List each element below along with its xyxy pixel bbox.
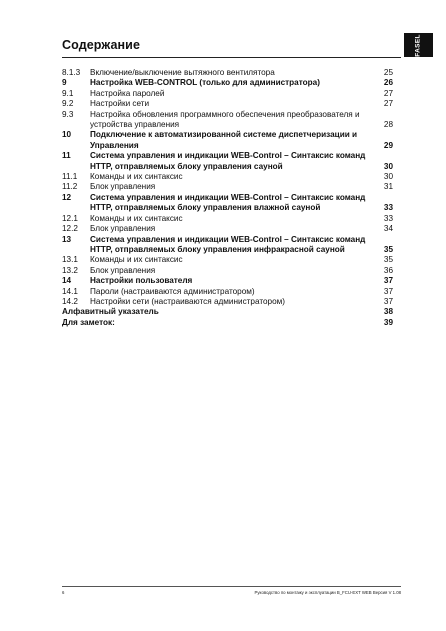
toc-entry-title: Команды и их синтаксис xyxy=(90,255,183,265)
toc-entry[interactable] xyxy=(62,214,393,224)
toc-entry-title: Настройки сети (настраиваются администратором) xyxy=(90,296,286,306)
toc-entry-page: 29 xyxy=(383,140,393,150)
toc-entry-number: 9.2 xyxy=(62,99,74,109)
toc-entry[interactable] xyxy=(62,318,393,328)
footer-page-number: 6 xyxy=(62,590,65,595)
toc-entry-number: 10 xyxy=(62,130,72,140)
toc-entry-title: 9.3 Настройка обновления программного обеспечения преобразователя и устройства управления xyxy=(62,109,360,130)
toc-entry-number: 14.2 xyxy=(62,296,78,306)
toc-entry-number: 13 xyxy=(62,234,72,244)
toc-entry-page: 27 xyxy=(383,88,393,98)
page-title: Содержание xyxy=(62,38,141,52)
toc-entry-page: 36 xyxy=(383,265,393,275)
toc-entry-page: 37 xyxy=(383,286,393,296)
toc-entry[interactable] xyxy=(62,99,393,109)
toc-entry-number: 9.1 xyxy=(62,88,74,98)
table-of-contents xyxy=(62,68,393,328)
toc-entry[interactable] xyxy=(62,287,393,297)
toc-entry-number: 11.2 xyxy=(62,182,78,192)
toc-entry[interactable] xyxy=(62,151,393,172)
toc-entry[interactable] xyxy=(62,266,393,276)
toc-entry-title: 11 Система управления и индикации WEB-Control – Синтаксис команд HTTP, отправляемых блоку управления сауной xyxy=(62,151,366,171)
toc-entry-page: 38 xyxy=(383,307,393,317)
toc-entry[interactable] xyxy=(62,307,393,317)
toc-entry-page: 34 xyxy=(383,224,393,234)
toc-entry-title: Блок управления xyxy=(90,224,156,234)
toc-entry-page: 33 xyxy=(383,203,393,213)
toc-entry-number: 11 xyxy=(62,151,71,161)
footer-rule xyxy=(62,586,401,587)
toc-entry-number: 8.1.3 xyxy=(62,68,81,77)
toc-entry-title: 10 Подключение к автоматизированной системе диспетчеризации и Управления xyxy=(62,130,358,150)
toc-entry-title: Блок управления xyxy=(90,265,156,275)
toc-entry-number: 12 xyxy=(62,192,72,202)
toc-entry-title: Настройки пользователя xyxy=(90,276,193,286)
toc-entry-title: Настройка WEB-CONTROL (только для администратора) xyxy=(90,78,320,88)
toc-entry-title: Алфавитный указатель xyxy=(62,307,159,317)
toc-entry-page: 35 xyxy=(383,255,393,265)
toc-entry[interactable] xyxy=(62,172,393,182)
toc-entry-page: 25 xyxy=(383,68,393,77)
toc-entry-page: 30 xyxy=(383,172,393,182)
toc-entry-title: 12 Система управления и индикации WEB-Control – Синтаксис команд HTTP, отправляемых блоку управления влажной сауной xyxy=(62,192,366,213)
toc-entry-page: 33 xyxy=(383,213,393,223)
toc-entry[interactable] xyxy=(62,297,393,307)
toc-entry-page: 39 xyxy=(383,317,393,327)
toc-entry-title: Для заметок: xyxy=(62,317,115,327)
toc-entry[interactable] xyxy=(62,110,393,131)
toc-entry-page: 31 xyxy=(383,182,393,192)
toc-entry-number: 12.2 xyxy=(62,224,78,234)
toc-entry-number: 13.2 xyxy=(62,265,78,275)
toc-entry[interactable] xyxy=(62,193,393,214)
toc-entry-page: 37 xyxy=(383,276,393,286)
toc-entry-number: 9 xyxy=(62,78,67,88)
toc-entry-title: Настройка паролей xyxy=(90,88,165,98)
toc-entry-number: 12.1 xyxy=(62,213,78,223)
toc-entry-page: 27 xyxy=(383,99,393,109)
toc-entry-number: 13.1 xyxy=(62,255,78,265)
toc-entry-page: 28 xyxy=(383,120,393,130)
toc-entry-title: Блок управления xyxy=(90,182,156,192)
toc-entry[interactable] xyxy=(62,235,393,256)
logo-text: FASEL xyxy=(414,33,422,57)
toc-entry-title: Пароли (настраиваются администратором) xyxy=(90,286,255,296)
toc-entry-title: 13 Система управления и индикации WEB-Control – Синтаксис команд HTTP, отправляемых блоку управления инфракрасной сауной xyxy=(62,234,366,254)
toc-entry-number: 14.1 xyxy=(62,286,78,296)
header-rule xyxy=(62,57,401,58)
toc-entry-title: Включение/выключение вытяжного вентилятора xyxy=(90,68,275,77)
toc-entry-title: Настройки сети xyxy=(90,99,150,109)
toc-entry-title: Команды и их синтаксис xyxy=(90,172,183,182)
toc-entry[interactable] xyxy=(62,130,393,151)
toc-entry-page: 30 xyxy=(383,161,393,171)
toc-entry-page: 37 xyxy=(383,296,393,306)
toc-entry-page: 35 xyxy=(383,244,393,254)
toc-entry[interactable] xyxy=(62,182,393,192)
toc-entry-number: 11.1 xyxy=(62,172,78,182)
footer-document-title: Руководство по монтажу и эксплуатации B_FCU-EXT WEB Версия V 1.08 xyxy=(254,590,401,595)
toc-entry-number: 9.3 xyxy=(62,109,74,119)
toc-entry[interactable] xyxy=(62,78,393,88)
fasel-logo xyxy=(404,33,433,57)
toc-entry[interactable] xyxy=(62,276,393,286)
toc-entry[interactable] xyxy=(62,255,393,265)
toc-entry-page: 26 xyxy=(383,78,393,88)
toc-entry[interactable] xyxy=(62,224,393,234)
toc-entry[interactable] xyxy=(62,89,393,99)
toc-entry[interactable] xyxy=(62,68,393,78)
toc-entry-title: Команды и их синтаксис xyxy=(90,213,183,223)
toc-entry-number: 14 xyxy=(62,276,72,286)
